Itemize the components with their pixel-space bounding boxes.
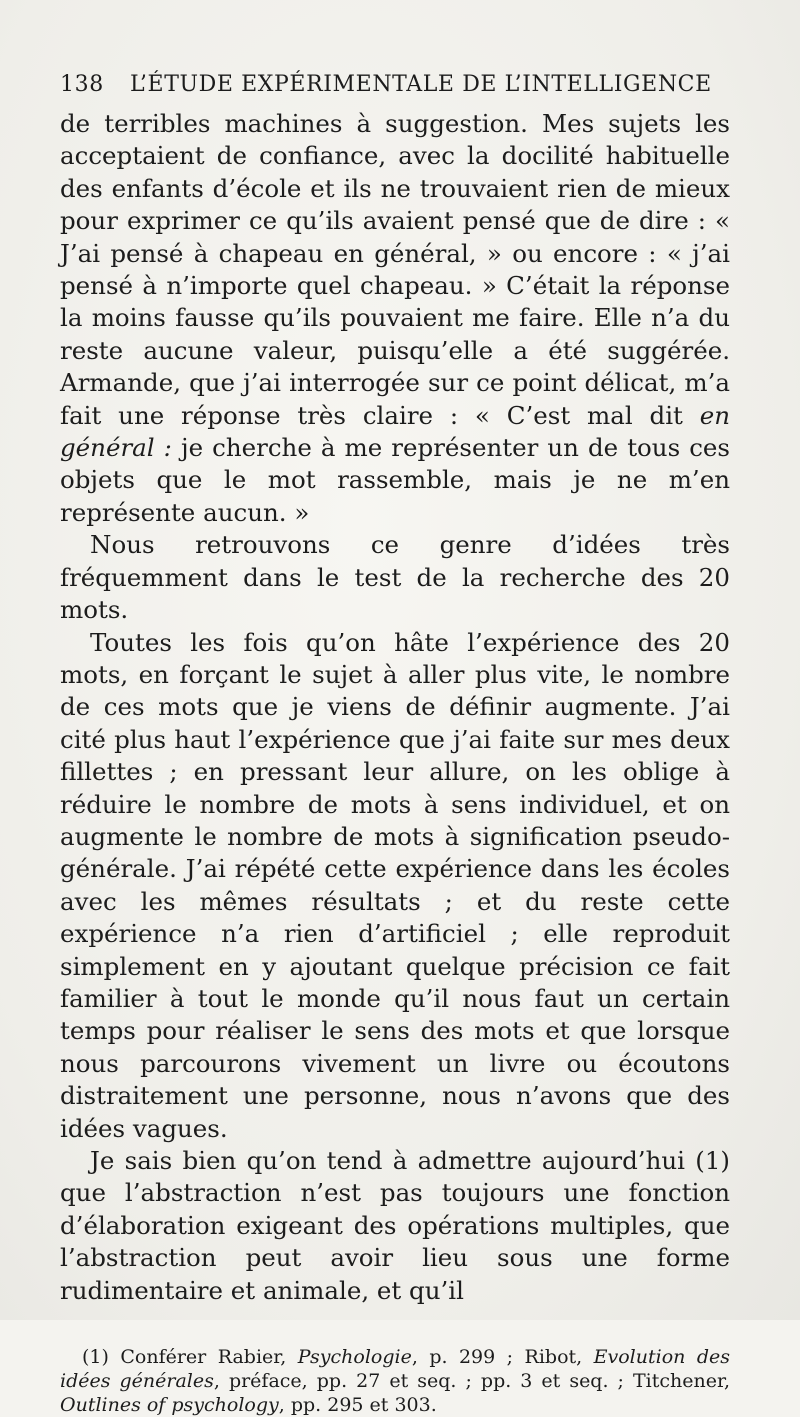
paragraph-1-italic: en général : (60, 400, 730, 463)
paragraph-3: Toutes les fois qu’on hâte l’expérience des 20 mots, en forçant le sujet à aller plus vite, le nombre de ces mots que je viens de définir augmente. J’ai cité plus haut l’expérience que j’ai faite sur mes deux fillettes ; en pressant leur allure, on les oblige à réduire le nombre de mots à sens individuel, et on augmente le nombre de mots à signification pseudo-générale. J’ai répété cette expérience dans les écoles avec les mêmes résultats ; et du reste cette expérience n’a rien d’artificiel ; elle reproduit simplement en y ajoutant quelque précision ce fait familier à tout le monde qu’il nous faut un certain temps pour réaliser le sens des mots et que lorsque nous parcourons vivement un livre ou écoutons distraitement une personne, nous n’avons que des idées vagues. (60, 627, 730, 1143)
footnote-italic-1: Psychologie (297, 1346, 412, 1369)
footnote-italic-3: Outlines of psychology (60, 1394, 279, 1417)
body-text (60, 108, 730, 1307)
footnote-text-c: , préface, pp. 27 et seq. ; pp. 3 et seq. ; Titchener, (213, 1370, 730, 1393)
footnote-text-d: , pp. 295 et 303. (278, 1394, 437, 1417)
page-number: 138 (60, 72, 104, 97)
paragraph-2: Nous retrouvons ce genre d’idées très fréquemment dans le test de la recherche des 20 mots. (60, 530, 730, 625)
footnote-italic-2: Evolution des idées générales (60, 1346, 730, 1393)
footnote-text-a: (1) Conférer Rabier, (82, 1346, 298, 1369)
paragraph-1-text-a: de terribles machines à suggestion. Mes sujets les acceptaient de confiance, avec la docilité habituelle des enfants d’école et ils ne trouvaient rien de mieux pour exprimer ce qu’ils avaient pensé que de dire : « J’ai pensé à chapeau en général, » ou encore : « j’ai pensé à n’importe quel chapeau. » C’était la réponse la moins fausse qu’ils pouvaient me faire. Elle n’a du reste aucune valeur, puisqu’elle a été suggérée. Armande, que j’ai interrogée sur ce point délicat, m’a fait une réponse très claire : « C’est mal dit (60, 109, 730, 430)
footnote-text-b: , p. 299 ; Ribot, (411, 1346, 594, 1369)
running-title: L’ÉTUDE EXPÉRIMENTALE DE L’INTELLIGENCE (130, 72, 712, 97)
paragraph-1-text-b: je cherche à me représenter un de tous ces objets que le mot rassemble, mais je ne m’en représente aucun. » (60, 433, 730, 527)
page-header (60, 72, 730, 104)
paragraph-4: Je sais bien qu’on tend à admettre aujourd’hui (1) que l’abstraction n’est pas toujours une fonction d’élaboration exigeant des opérations multiples, que l’abstraction peut avoir lieu sous une forme rudimentaire et animale, et qu’il (60, 1146, 730, 1305)
paragraph-1 (60, 108, 730, 529)
footnote (60, 1345, 730, 1417)
